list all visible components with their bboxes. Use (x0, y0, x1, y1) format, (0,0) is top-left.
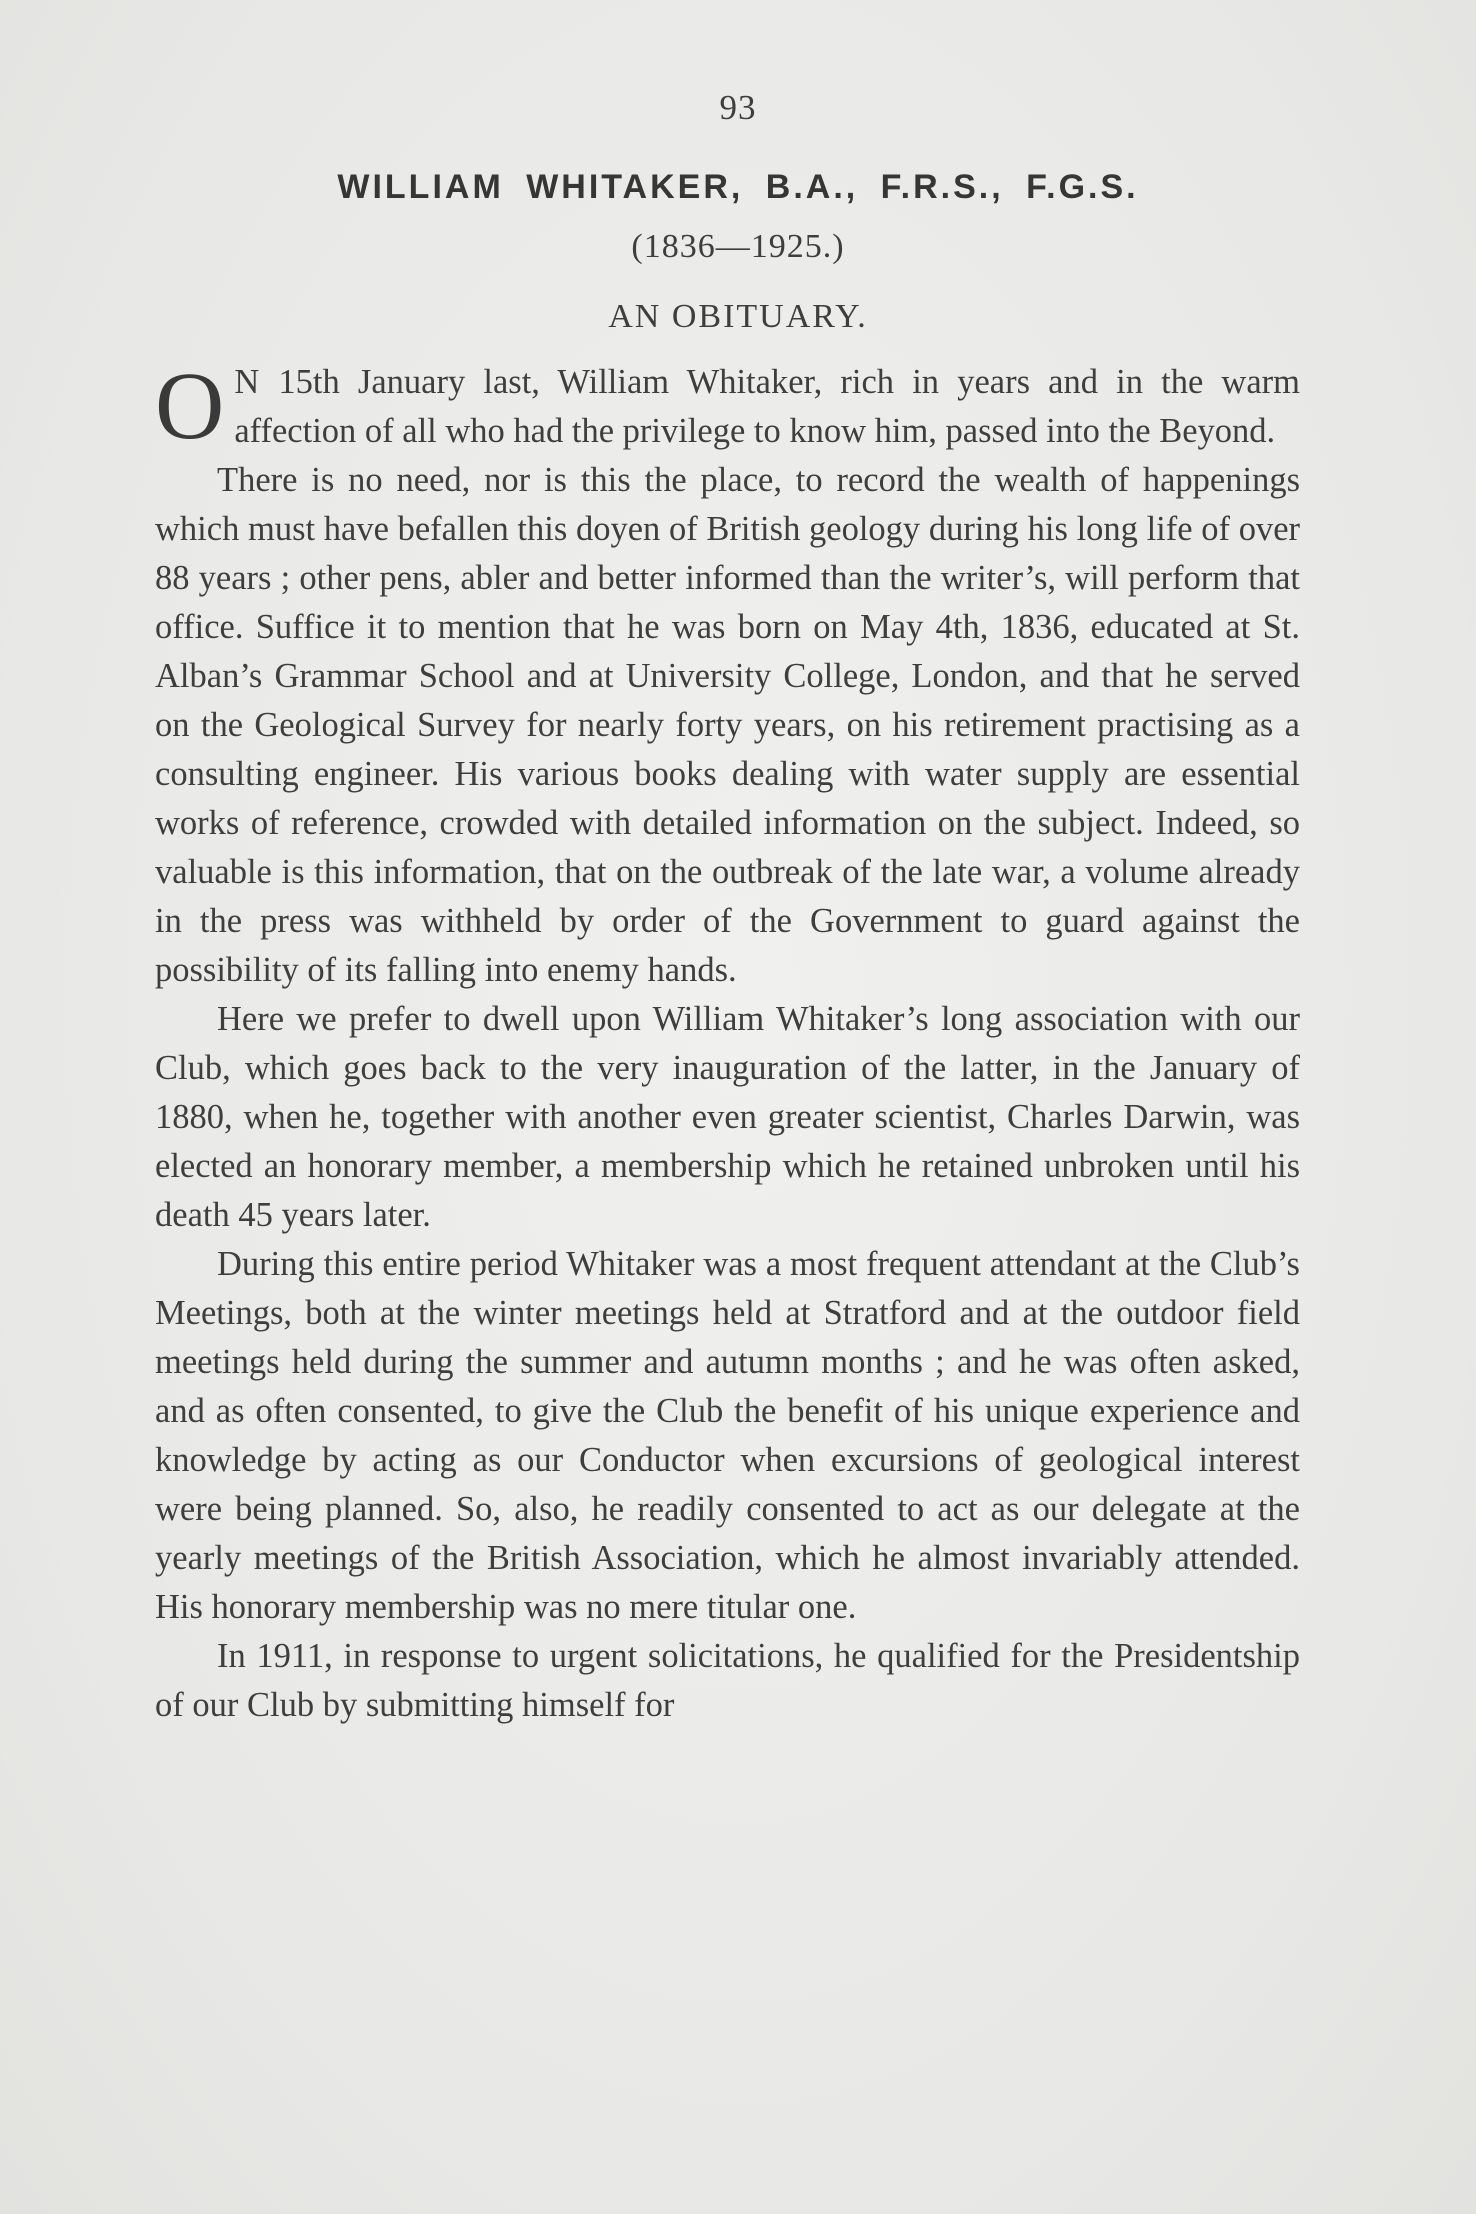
section-heading: AN OBITUARY. (608, 298, 868, 335)
paragraph-5: In 1911, in response to urgent solicitations, he qualified for the Presidentship of our Club by submitting himself for (155, 1637, 1300, 1724)
drop-cap: O (155, 352, 225, 459)
article-title: WILLIAM WHITAKER, B.A., F.R.S., F.G.S. (337, 168, 1139, 206)
life-dates: (1836—1925.) (631, 228, 845, 265)
paragraph-1 (155, 352, 1300, 459)
paragraph-4: During this entire period Whitaker was a most frequent attendant at the Club’s Meetings, both at the winter meetings held at Stratford and at the outdoor field meetings held during the summer and autumn months ; and he was often asked, and as often consented, to give the Club the benefit of his unique experience and knowledge by acting as our Conductor when excursions of geological interest were being planned. So, also, he readily consented to act as our delegate at the yearly meetings of the British Association, which he almost invariably attended. His honorary membership was no mere titular one. (155, 1245, 1300, 1626)
paragraph-1-lead: N (234, 363, 261, 401)
paragraph-1-text: 15th January last, William Whitaker, rich in years and in the warm affection of all who had the privilege to know him, passed into the Beyond. (234, 363, 1300, 450)
page-number: 93 (719, 88, 757, 127)
paragraph-2: There is no need, nor is this the place, to record the wealth of happenings which must have befallen this doyen of British geology during his long life of over 88 years ; other pens, abler and better informed than the writer’s, will perform that office. Suffice it to mention that he was born on May 4th, 1836, educated at St. Alban’s Grammar School and at University College, London, and that he served on the Geological Survey for nearly forty years, on his retirement practising as a consulting engineer. His various books dealing with water supply are essential works of reference, crowded with detailed information on the subject. Indeed, so valuable is this information, that on the outbreak of the late war, a volume already in the press was withheld by order of the Government to guard against the possibility of its falling into enemy hands. (155, 461, 1300, 989)
paragraph-3: Here we prefer to dwell upon William Whitaker’s long association with our Club, which goes back to the very inauguration of the latter, in the January of 1880, when he, together with another even greater scientist, Charles Darwin, was elected an honorary member, a membership which he retained unbroken until his death 45 years later. (155, 1000, 1300, 1234)
article-body (155, 352, 1300, 1730)
